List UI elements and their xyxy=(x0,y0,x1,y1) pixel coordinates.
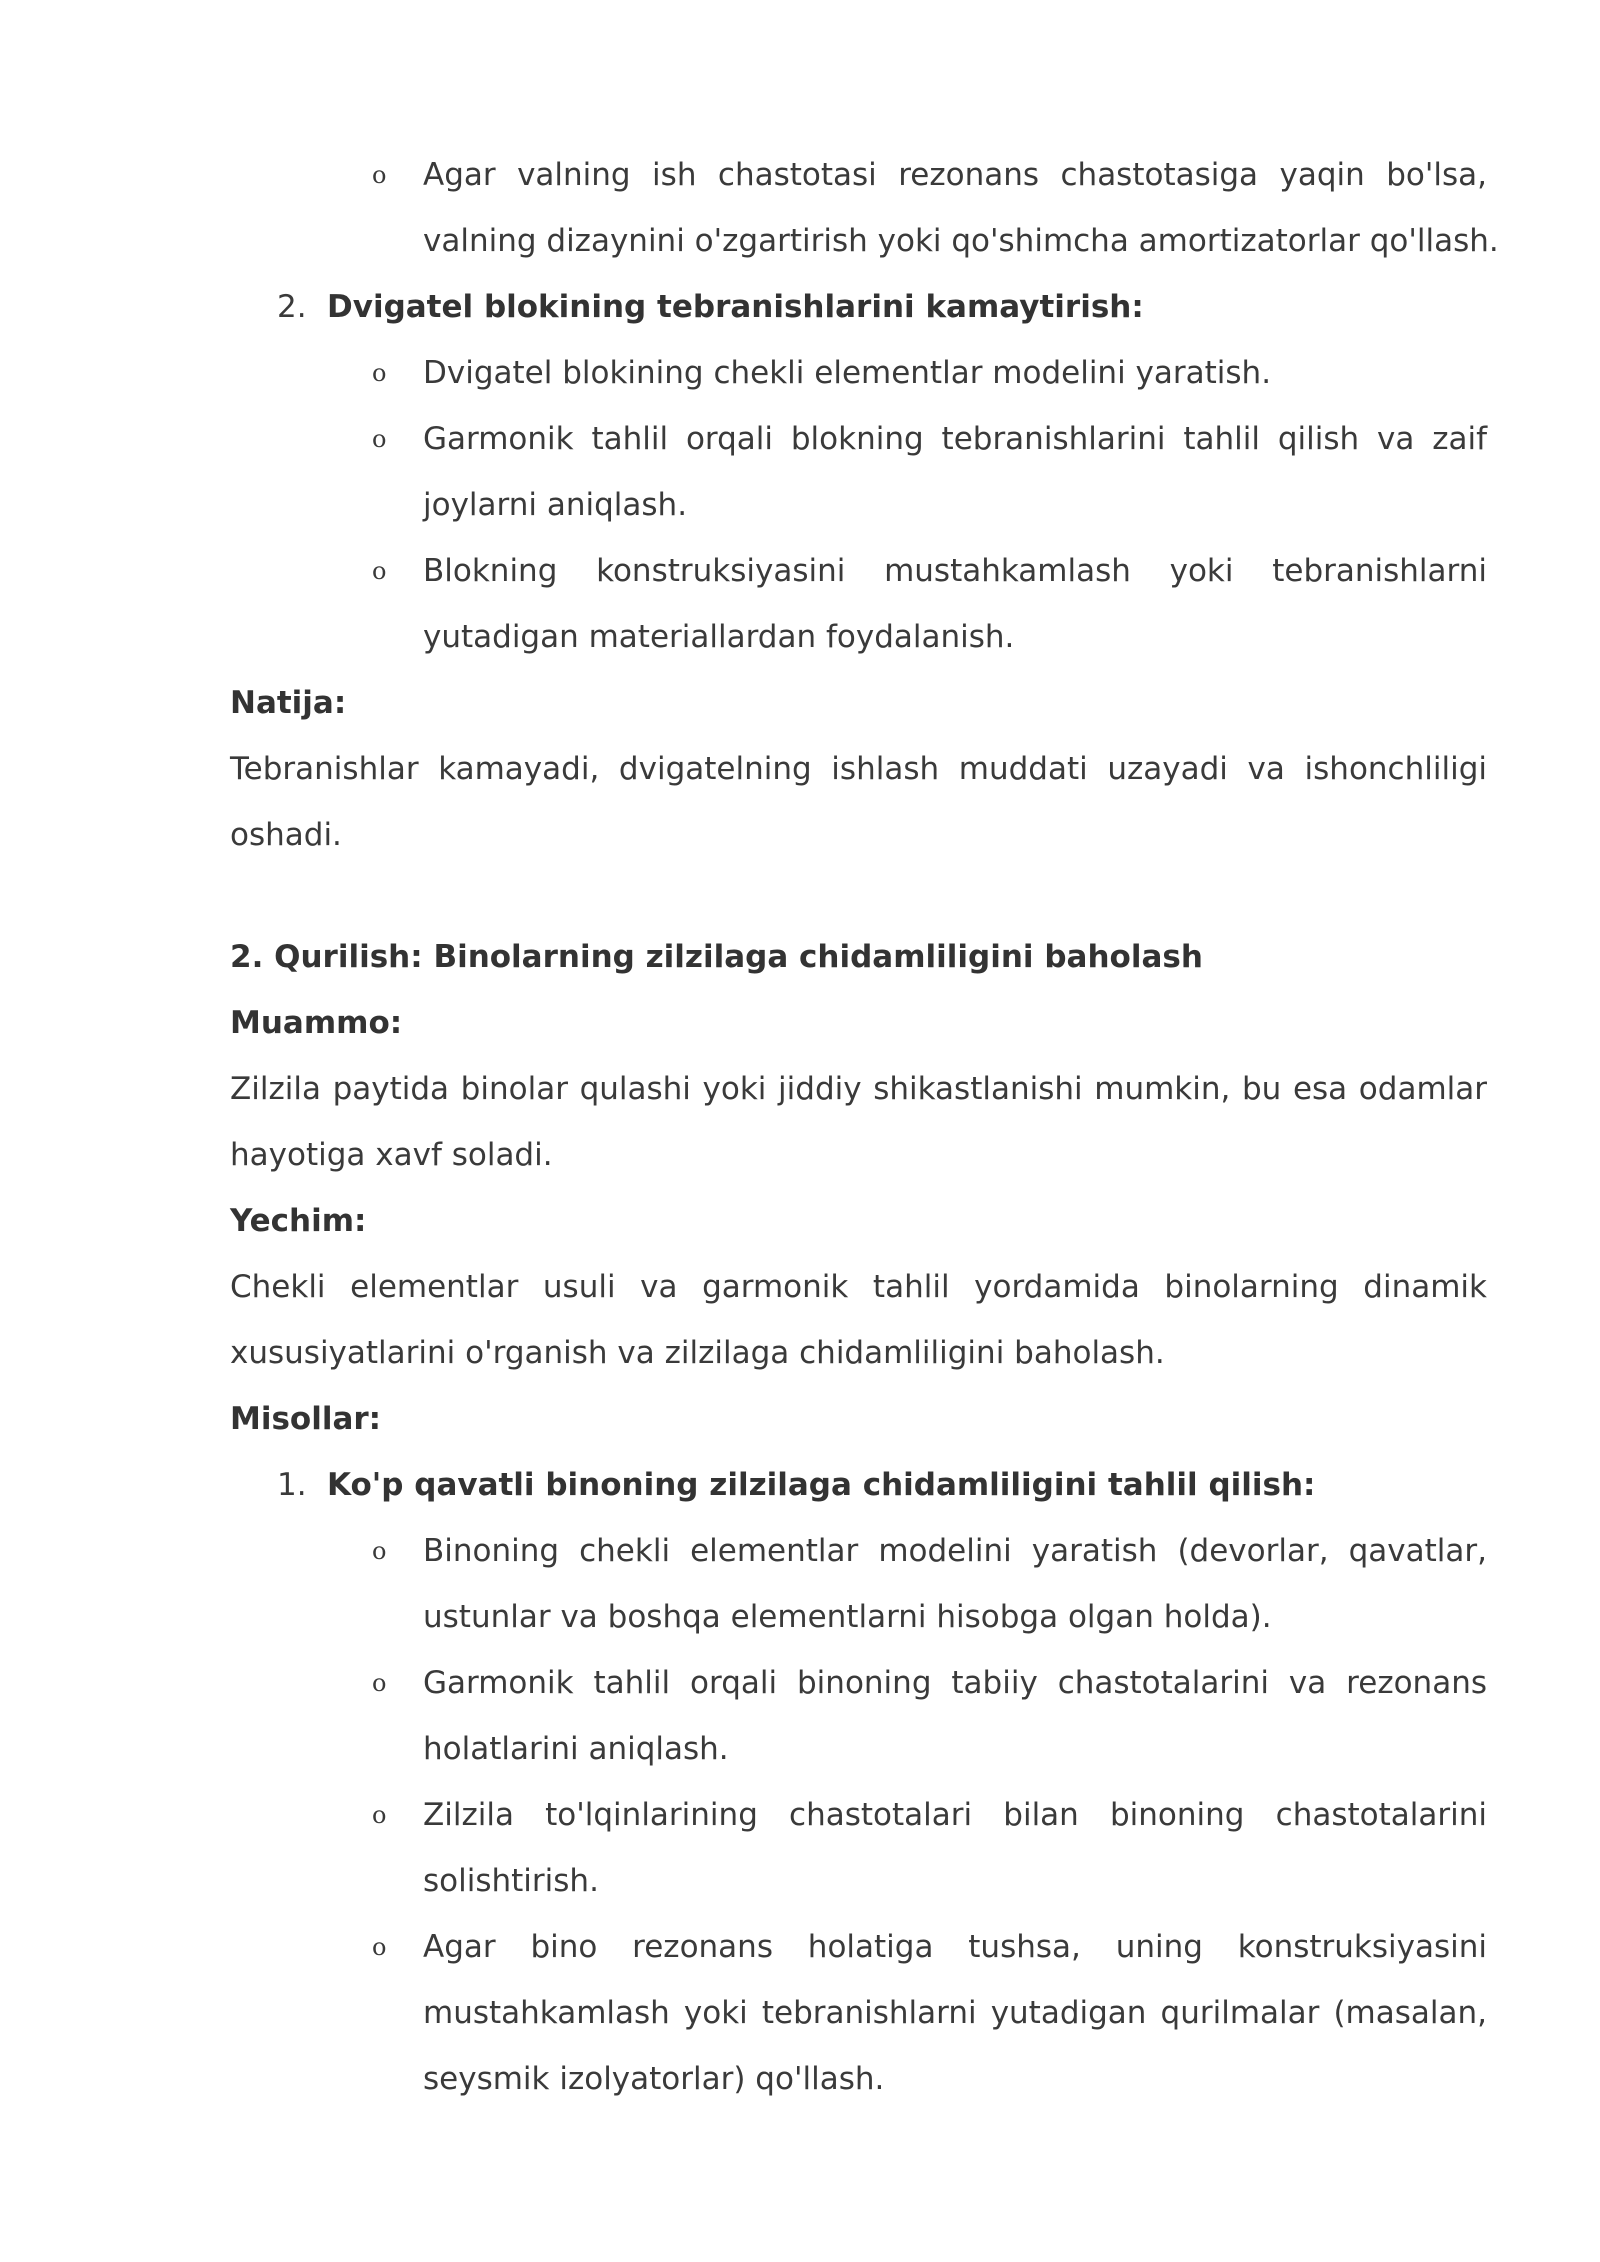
paragraph-line: Zilzila paytida binolar qulashi yoki jiddiy shikastlanishi mumkin, bu esa odamlar xyxy=(230,1071,1487,1107)
section-title: 2. Qurilish: Binolarning zilzilaga chidamliligini baholash xyxy=(230,939,1203,975)
list-bullet: o xyxy=(372,359,387,387)
list-item-heading: Ko'p qavatli binoning zilzilaga chidamliligini tahlil qilish: xyxy=(327,1467,1316,1503)
bullet-text-line: holatlarini aniqlash. xyxy=(423,1731,729,1767)
bullet-text-line: Garmonik tahlil orqali blokning tebranishlarini tahlil qilish va zaif xyxy=(423,421,1487,457)
bullet-text-line: Blokning konstruksiyasini mustahkamlash yoki tebranishlarni xyxy=(423,553,1487,589)
list-number: 2. xyxy=(277,289,307,325)
bullet-text-line: Dvigatel blokining chekli elementlar modelini yaratish. xyxy=(423,355,1272,391)
list-bullet: o xyxy=(372,557,387,585)
paragraph-line: Chekli elementlar usuli va garmonik tahlil yordamida binolarning dinamik xyxy=(230,1269,1487,1305)
list-bullet: o xyxy=(372,1669,387,1697)
problem-label: Muammo: xyxy=(230,1005,403,1041)
list-bullet: o xyxy=(372,425,387,453)
bullet-text-line: solishtirish. xyxy=(423,1863,599,1899)
list-bullet: o xyxy=(372,1801,387,1829)
list-number: 1. xyxy=(277,1467,307,1503)
bullet-text-line: Binoning chekli elementlar modelini yaratish (devorlar, qavatlar, xyxy=(423,1533,1487,1569)
paragraph-line: hayotiga xavf soladi. xyxy=(230,1137,553,1173)
paragraph-line: Tebranishlar kamayadi, dvigatelning ishlash muddati uzayadi va ishonchliligi xyxy=(230,751,1487,787)
bullet-text-line: Agar bino rezonans holatiga tushsa, uning konstruksiyasini xyxy=(423,1929,1487,1965)
list-bullet: o xyxy=(372,1933,387,1961)
bullet-text-line: valning dizaynini o'zgartirish yoki qo'shimcha amortizatorlar qo'llash. xyxy=(423,223,1499,259)
examples-label: Misollar: xyxy=(230,1401,382,1437)
paragraph-line: oshadi. xyxy=(230,817,342,853)
bullet-text-line: seysmik izolyatorlar) qo'llash. xyxy=(423,2061,885,2097)
bullet-text-line: Agar valning ish chastotasi rezonans chastotasiga yaqin bo'lsa, xyxy=(423,157,1487,193)
bullet-text-line: yutadigan materiallardan foydalanish. xyxy=(423,619,1015,655)
list-bullet: o xyxy=(372,161,387,189)
bullet-text-line: joylarni aniqlash. xyxy=(423,487,688,523)
result-label: Natija: xyxy=(230,685,347,721)
paragraph-line: xususiyatlarini o'rganish va zilzilaga chidamliligini baholash. xyxy=(230,1335,1165,1371)
bullet-text-line: Garmonik tahlil orqali binoning tabiiy chastotalarini va rezonans xyxy=(423,1665,1487,1701)
list-bullet: o xyxy=(372,1537,387,1565)
solution-label: Yechim: xyxy=(230,1203,367,1239)
bullet-text-line: ustunlar va boshqa elementlarni hisobga olgan holda). xyxy=(423,1599,1272,1635)
list-item-heading: Dvigatel blokining tebranishlarini kamaytirish: xyxy=(327,289,1144,325)
bullet-text-line: mustahkamlash yoki tebranishlarni yutadigan qurilmalar (masalan, xyxy=(423,1995,1487,2031)
bullet-text-line: Zilzila to'lqinlarining chastotalari bilan binoning chastotalarini xyxy=(423,1797,1487,1833)
